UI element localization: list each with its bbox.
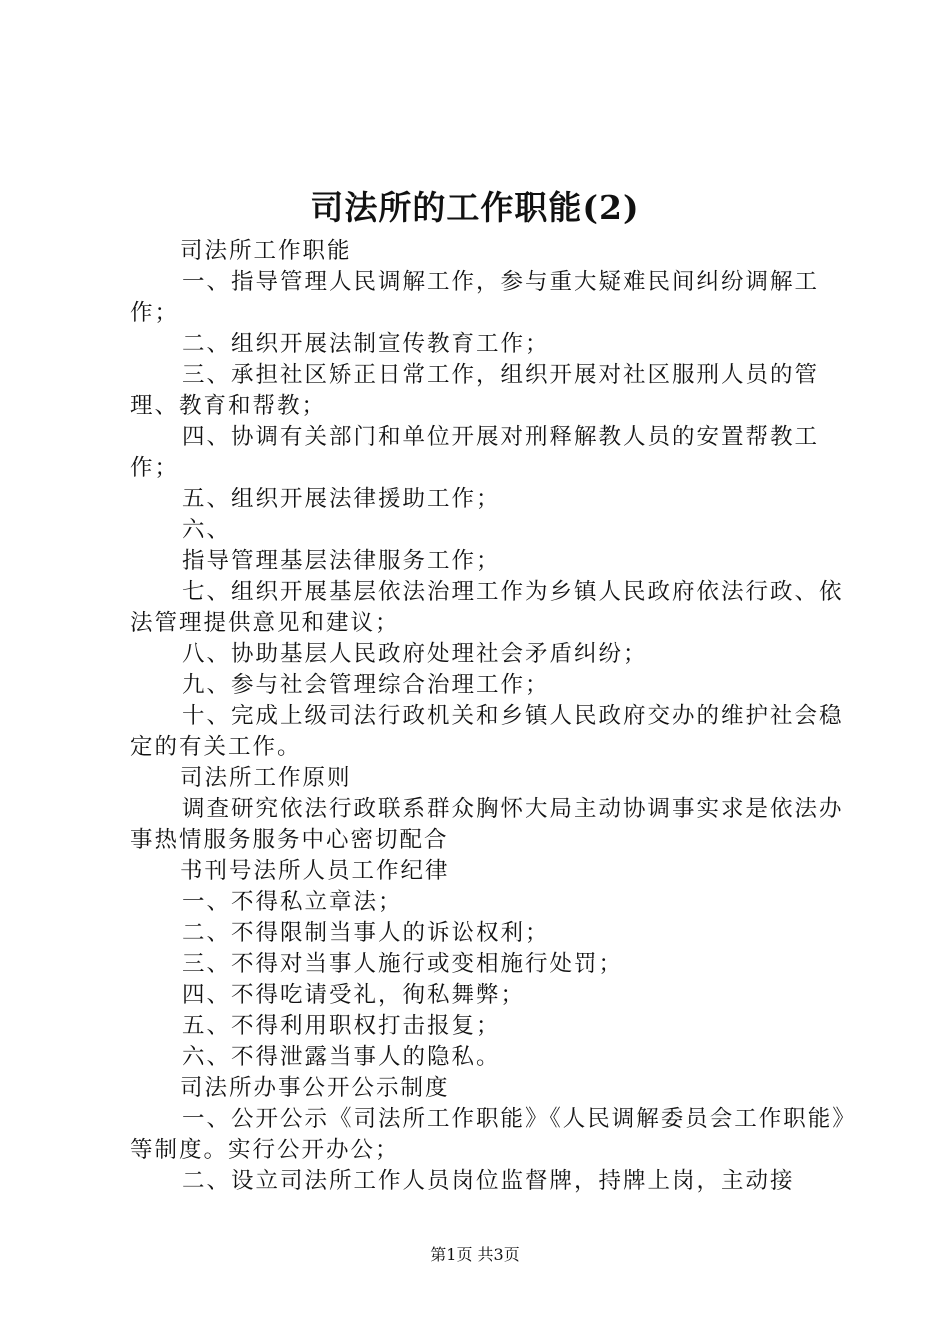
paragraph: 七、组织开展基层依法治理工作为乡镇人民政府依法行政、依法管理提供意见和建议； — [130, 579, 844, 636]
section-heading-principles: 司法所工作原则 — [180, 765, 352, 791]
section-heading-disclosure: 司法所办事公开公示制度 — [180, 1075, 450, 1101]
paragraph: 二、组织开展法制宣传教育工作； — [182, 331, 550, 357]
document-title: 司法所的工作职能(2) — [310, 188, 640, 227]
paragraph: 三、不得对当事人施行或变相施行处罚； — [182, 951, 624, 977]
paragraph: 四、不得吃请受礼，徇私舞弊； — [182, 982, 526, 1008]
paragraph: 五、不得利用职权打击报复； — [182, 1013, 501, 1039]
paragraph: 三、承担社区矫正日常工作，组织开展对社区服刑人员的管理、教育和帮教； — [130, 362, 820, 419]
paragraph: 二、不得限制当事人的诉讼权利； — [182, 920, 550, 946]
paragraph: 一、公开公示《司法所工作职能》《人民调解委员会工作职能》等制度。实行公开办公； — [130, 1106, 846, 1163]
paragraph: 一、指导管理人民调解工作，参与重大疑难民间纠纷调解工作； — [130, 269, 820, 326]
paragraph: 九、参与社会管理综合治理工作； — [182, 672, 550, 698]
paragraph: 二、设立司法所工作人员岗位监督牌，持牌上岗，主动接 — [182, 1168, 795, 1194]
paragraph: 八、协助基层人民政府处理社会矛盾纠纷； — [182, 641, 648, 667]
document-body — [130, 236, 850, 1197]
paragraph: 一、不得私立章法； — [182, 889, 403, 915]
section-heading-functions: 司法所工作职能 — [180, 238, 352, 264]
page-footer: 第1页 共3页 — [430, 1245, 520, 1264]
section-heading-discipline: 书刊号法所人员工作纪律 — [180, 858, 450, 884]
paragraph: 六、不得泄露当事人的隐私。 — [182, 1044, 501, 1070]
paragraph: 四、协调有关部门和单位开展对刑释解教人员的安置帮教工作； — [130, 424, 820, 481]
paragraph: 十、完成上级司法行政机关和乡镇人民政府交办的维护社会稳定的有关工作。 — [130, 703, 844, 760]
paragraph: 指导管理基层法律服务工作； — [182, 548, 501, 574]
paragraph: 调查研究依法行政联系群众胸怀大局主动协调事实求是依法办事热情服务服务中心密切配合 — [130, 796, 844, 853]
paragraph: 六、 — [182, 517, 232, 543]
paragraph: 五、组织开展法律援助工作； — [182, 486, 501, 512]
